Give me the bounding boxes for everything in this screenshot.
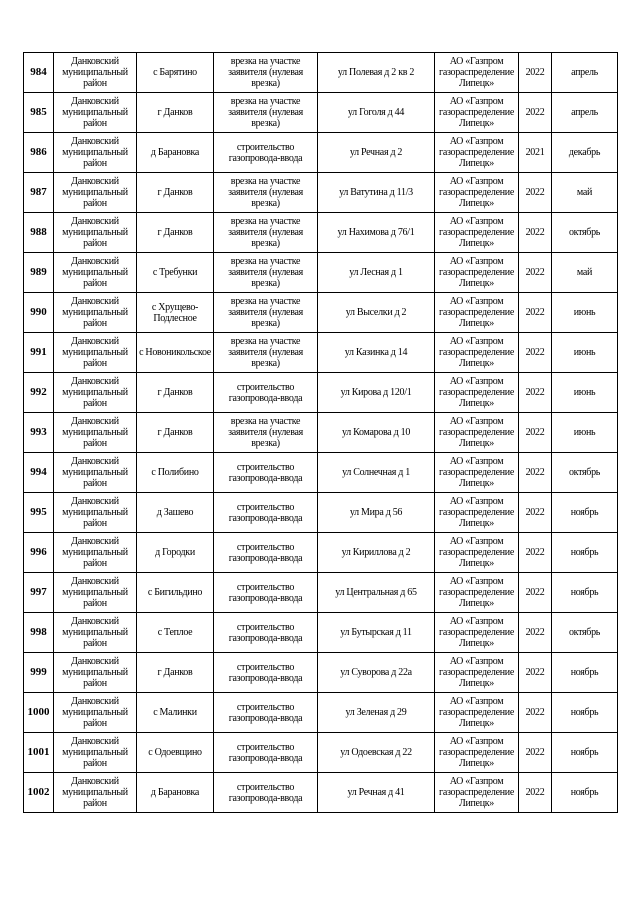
table-row bbox=[24, 293, 618, 333]
address-cell: ул Зеленая д 29 bbox=[318, 693, 435, 733]
year-cell: 2022 bbox=[519, 53, 552, 93]
row-number-cell: 1002 bbox=[24, 773, 54, 813]
month-cell: апрель bbox=[552, 93, 618, 133]
table-row bbox=[24, 693, 618, 733]
year-cell: 2022 bbox=[519, 573, 552, 613]
month-cell: ноябрь bbox=[552, 693, 618, 733]
company-cell: АО «Газпром газораспределение Липецк» bbox=[435, 693, 519, 733]
company-cell: АО «Газпром газораспределение Липецк» bbox=[435, 253, 519, 293]
settlement-cell: с Хрущево-Подлесное bbox=[137, 293, 214, 333]
row-number-cell: 992 bbox=[24, 373, 54, 413]
district-cell: Данковский муниципальный район bbox=[54, 733, 137, 773]
company-cell: АО «Газпром газораспределение Липецк» bbox=[435, 173, 519, 213]
address-cell: ул Выселки д 2 bbox=[318, 293, 435, 333]
table-row bbox=[24, 773, 618, 813]
year-cell: 2022 bbox=[519, 733, 552, 773]
company-cell: АО «Газпром газораспределение Липецк» bbox=[435, 733, 519, 773]
address-cell: ул Казинка д 14 bbox=[318, 333, 435, 373]
month-cell: октябрь bbox=[552, 453, 618, 493]
address-cell: ул Речная д 41 bbox=[318, 773, 435, 813]
company-cell: АО «Газпром газораспределение Липецк» bbox=[435, 293, 519, 333]
work-type-cell: врезка на участке заявителя (нулевая врезка) bbox=[214, 293, 318, 333]
year-cell: 2022 bbox=[519, 173, 552, 213]
district-cell: Данковский муниципальный район bbox=[54, 773, 137, 813]
settlement-cell: д Барановка bbox=[137, 773, 214, 813]
address-cell: ул Бутырская д 11 bbox=[318, 613, 435, 653]
district-cell: Данковский муниципальный район bbox=[54, 373, 137, 413]
company-cell: АО «Газпром газораспределение Липецк» bbox=[435, 653, 519, 693]
settlement-cell: с Требунки bbox=[137, 253, 214, 293]
work-type-cell: строительство газопровода-ввода bbox=[214, 533, 318, 573]
settlement-cell: с Одоевщино bbox=[137, 733, 214, 773]
district-cell: Данковский муниципальный район bbox=[54, 493, 137, 533]
row-number-cell: 994 bbox=[24, 453, 54, 493]
table-row bbox=[24, 133, 618, 173]
company-cell: АО «Газпром газораспределение Липецк» bbox=[435, 453, 519, 493]
table-row bbox=[24, 653, 618, 693]
work-type-cell: строительство газопровода-ввода bbox=[214, 653, 318, 693]
year-cell: 2022 bbox=[519, 333, 552, 373]
row-number-cell: 996 bbox=[24, 533, 54, 573]
row-number-cell: 1000 bbox=[24, 693, 54, 733]
work-type-cell: врезка на участке заявителя (нулевая врезка) bbox=[214, 173, 318, 213]
work-type-cell: врезка на участке заявителя (нулевая врезка) bbox=[214, 93, 318, 133]
work-type-cell: строительство газопровода-ввода bbox=[214, 373, 318, 413]
settlement-cell: с Барятино bbox=[137, 53, 214, 93]
month-cell: май bbox=[552, 253, 618, 293]
table-row bbox=[24, 93, 618, 133]
settlement-cell: с Бигильдино bbox=[137, 573, 214, 613]
district-cell: Данковский муниципальный район bbox=[54, 253, 137, 293]
district-cell: Данковский муниципальный район bbox=[54, 333, 137, 373]
settlement-cell: с Малинки bbox=[137, 693, 214, 733]
address-cell: ул Кириллова д 2 bbox=[318, 533, 435, 573]
address-cell: ул Центральная д 65 bbox=[318, 573, 435, 613]
month-cell: ноябрь bbox=[552, 653, 618, 693]
year-cell: 2022 bbox=[519, 93, 552, 133]
month-cell: июнь bbox=[552, 413, 618, 453]
work-type-cell: строительство газопровода-ввода bbox=[214, 453, 318, 493]
address-cell: ул Суворова д 22а bbox=[318, 653, 435, 693]
work-type-cell: врезка на участке заявителя (нулевая врезка) bbox=[214, 53, 318, 93]
work-type-cell: врезка на участке заявителя (нулевая врезка) bbox=[214, 333, 318, 373]
table-row bbox=[24, 253, 618, 293]
district-cell: Данковский муниципальный район bbox=[54, 293, 137, 333]
settlement-cell: с Теплое bbox=[137, 613, 214, 653]
work-type-cell: строительство газопровода-ввода bbox=[214, 493, 318, 533]
row-number-cell: 991 bbox=[24, 333, 54, 373]
company-cell: АО «Газпром газораспределение Липецк» bbox=[435, 133, 519, 173]
work-type-cell: строительство газопровода-ввода bbox=[214, 573, 318, 613]
district-cell: Данковский муниципальный район bbox=[54, 53, 137, 93]
row-number-cell: 998 bbox=[24, 613, 54, 653]
company-cell: АО «Газпром газораспределение Липецк» bbox=[435, 413, 519, 453]
district-cell: Данковский муниципальный район bbox=[54, 613, 137, 653]
row-number-cell: 989 bbox=[24, 253, 54, 293]
district-cell: Данковский муниципальный район bbox=[54, 173, 137, 213]
company-cell: АО «Газпром газораспределение Липецк» bbox=[435, 333, 519, 373]
settlement-cell: г Данков bbox=[137, 373, 214, 413]
work-type-cell: врезка на участке заявителя (нулевая врезка) bbox=[214, 253, 318, 293]
table-row bbox=[24, 493, 618, 533]
table-row bbox=[24, 733, 618, 773]
table-row bbox=[24, 413, 618, 453]
company-cell: АО «Газпром газораспределение Липецк» bbox=[435, 213, 519, 253]
district-cell: Данковский муниципальный район bbox=[54, 413, 137, 453]
district-cell: Данковский муниципальный район bbox=[54, 693, 137, 733]
work-type-cell: строительство газопровода-ввода bbox=[214, 733, 318, 773]
year-cell: 2022 bbox=[519, 293, 552, 333]
company-cell: АО «Газпром газораспределение Липецк» bbox=[435, 93, 519, 133]
month-cell: июнь bbox=[552, 333, 618, 373]
row-number-cell: 990 bbox=[24, 293, 54, 333]
work-type-cell: строительство газопровода-ввода bbox=[214, 133, 318, 173]
table-row bbox=[24, 533, 618, 573]
month-cell: ноябрь bbox=[552, 573, 618, 613]
row-number-cell: 999 bbox=[24, 653, 54, 693]
month-cell: май bbox=[552, 173, 618, 213]
row-number-cell: 995 bbox=[24, 493, 54, 533]
company-cell: АО «Газпром газораспределение Липецк» bbox=[435, 53, 519, 93]
table-row bbox=[24, 453, 618, 493]
row-number-cell: 986 bbox=[24, 133, 54, 173]
month-cell: октябрь bbox=[552, 213, 618, 253]
company-cell: АО «Газпром газораспределение Липецк» bbox=[435, 493, 519, 533]
address-cell: ул Лесная д 1 bbox=[318, 253, 435, 293]
row-number-cell: 1001 bbox=[24, 733, 54, 773]
address-cell: ул Комарова д 10 bbox=[318, 413, 435, 453]
work-type-cell: строительство газопровода-ввода bbox=[214, 693, 318, 733]
row-number-cell: 997 bbox=[24, 573, 54, 613]
address-cell: ул Нахимова д 76/1 bbox=[318, 213, 435, 253]
company-cell: АО «Газпром газораспределение Липецк» bbox=[435, 573, 519, 613]
year-cell: 2022 bbox=[519, 653, 552, 693]
work-type-cell: врезка на участке заявителя (нулевая врезка) bbox=[214, 213, 318, 253]
year-cell: 2022 bbox=[519, 493, 552, 533]
company-cell: АО «Газпром газораспределение Липецк» bbox=[435, 613, 519, 653]
table-row bbox=[24, 373, 618, 413]
month-cell: ноябрь bbox=[552, 773, 618, 813]
year-cell: 2022 bbox=[519, 213, 552, 253]
row-number-cell: 987 bbox=[24, 173, 54, 213]
work-type-cell: строительство газопровода-ввода bbox=[214, 613, 318, 653]
table-row bbox=[24, 613, 618, 653]
company-cell: АО «Газпром газораспределение Липецк» bbox=[435, 773, 519, 813]
address-cell: ул Солнечная д 1 bbox=[318, 453, 435, 493]
document-page bbox=[23, 52, 618, 813]
settlement-cell: г Данков bbox=[137, 93, 214, 133]
district-cell: Данковский муниципальный район bbox=[54, 93, 137, 133]
address-cell: ул Гоголя д 44 bbox=[318, 93, 435, 133]
month-cell: июнь bbox=[552, 293, 618, 333]
company-cell: АО «Газпром газораспределение Липецк» bbox=[435, 373, 519, 413]
table-row bbox=[24, 213, 618, 253]
month-cell: апрель bbox=[552, 53, 618, 93]
address-cell: ул Речная д 2 bbox=[318, 133, 435, 173]
row-number-cell: 993 bbox=[24, 413, 54, 453]
settlement-cell: г Данков bbox=[137, 173, 214, 213]
connections-table bbox=[23, 52, 618, 813]
year-cell: 2022 bbox=[519, 773, 552, 813]
row-number-cell: 988 bbox=[24, 213, 54, 253]
address-cell: ул Одоевская д 22 bbox=[318, 733, 435, 773]
row-number-cell: 984 bbox=[24, 53, 54, 93]
year-cell: 2021 bbox=[519, 133, 552, 173]
month-cell: ноябрь bbox=[552, 533, 618, 573]
table-row bbox=[24, 173, 618, 213]
year-cell: 2022 bbox=[519, 613, 552, 653]
address-cell: ул Полевая д 2 кв 2 bbox=[318, 53, 435, 93]
district-cell: Данковский муниципальный район bbox=[54, 653, 137, 693]
district-cell: Данковский муниципальный район bbox=[54, 533, 137, 573]
settlement-cell: д Городки bbox=[137, 533, 214, 573]
year-cell: 2022 bbox=[519, 693, 552, 733]
settlement-cell: д Зашево bbox=[137, 493, 214, 533]
row-number-cell: 985 bbox=[24, 93, 54, 133]
district-cell: Данковский муниципальный район bbox=[54, 133, 137, 173]
year-cell: 2022 bbox=[519, 453, 552, 493]
table-row bbox=[24, 573, 618, 613]
settlement-cell: г Данков bbox=[137, 413, 214, 453]
district-cell: Данковский муниципальный район bbox=[54, 213, 137, 253]
year-cell: 2022 bbox=[519, 253, 552, 293]
address-cell: ул Мира д 56 bbox=[318, 493, 435, 533]
settlement-cell: г Данков bbox=[137, 213, 214, 253]
month-cell: ноябрь bbox=[552, 733, 618, 773]
month-cell: ноябрь bbox=[552, 493, 618, 533]
company-cell: АО «Газпром газораспределение Липецк» bbox=[435, 533, 519, 573]
work-type-cell: врезка на участке заявителя (нулевая врезка) bbox=[214, 413, 318, 453]
settlement-cell: с Новоникольское bbox=[137, 333, 214, 373]
settlement-cell: г Данков bbox=[137, 653, 214, 693]
table-body bbox=[24, 53, 618, 813]
district-cell: Данковский муниципальный район bbox=[54, 573, 137, 613]
settlement-cell: с Полибино bbox=[137, 453, 214, 493]
address-cell: ул Кирова д 120/1 bbox=[318, 373, 435, 413]
settlement-cell: д Барановка bbox=[137, 133, 214, 173]
month-cell: июнь bbox=[552, 373, 618, 413]
address-cell: ул Ватутина д 11/3 bbox=[318, 173, 435, 213]
table-row bbox=[24, 53, 618, 93]
work-type-cell: строительство газопровода-ввода bbox=[214, 773, 318, 813]
table-row bbox=[24, 333, 618, 373]
year-cell: 2022 bbox=[519, 373, 552, 413]
month-cell: декабрь bbox=[552, 133, 618, 173]
year-cell: 2022 bbox=[519, 413, 552, 453]
district-cell: Данковский муниципальный район bbox=[54, 453, 137, 493]
year-cell: 2022 bbox=[519, 533, 552, 573]
month-cell: октябрь bbox=[552, 613, 618, 653]
